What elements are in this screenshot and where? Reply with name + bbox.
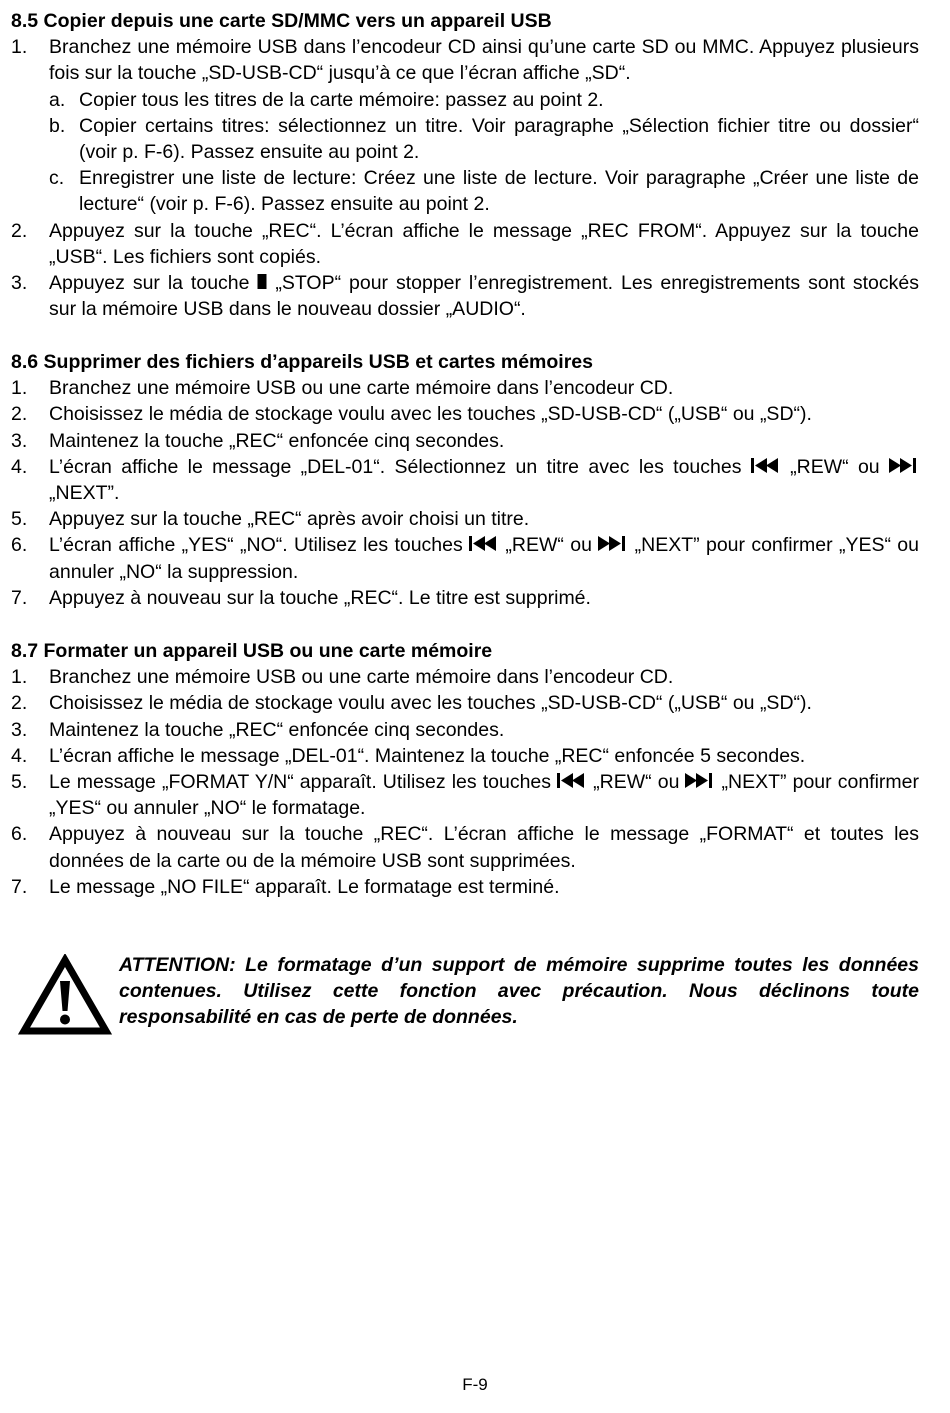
step-number: 3. xyxy=(11,272,28,295)
skip-back-icon xyxy=(751,458,781,473)
step-number: 5. xyxy=(11,508,28,531)
step-number: 4. xyxy=(11,455,28,478)
substep-b xyxy=(49,113,919,165)
section-title: 8.7 Formater un appareil USB ou une carte mémoire xyxy=(11,640,493,662)
step-number: 2. xyxy=(11,219,28,242)
substep-text: Enregistrer une liste de lecture: Créez une liste de lecture. Voir paragraphe „Créer une liste de lecture“ (voir p. F-6). Passez ensuite au point 2. xyxy=(79,167,919,216)
step-text: Appuyez à nouveau sur la touche „REC“. L’écran affiche le message „FORMAT“ et toutes les données de la carte ou de la mémoire USB sont supprimées. xyxy=(49,823,919,872)
substep-letter: b. xyxy=(49,114,66,137)
step-text: Le message „NO FILE“ apparaît. Le formatage est terminé. xyxy=(49,875,560,898)
step-number: 2. xyxy=(11,403,28,426)
step-text: Choisissez le média de stockage voulu avec les touches „SD-USB-CD“ („USB“ ou „SD“). xyxy=(49,692,812,715)
step-5 xyxy=(11,769,919,821)
section-8-5 xyxy=(11,8,919,322)
step-1 xyxy=(11,34,919,217)
substep-letter: a. xyxy=(49,88,66,111)
step-3 xyxy=(11,270,919,322)
page-number: F-9 xyxy=(462,1375,488,1394)
step-number: 1. xyxy=(11,666,28,689)
step-text-pre: L’écran affiche „YES“ „NO“. Utilisez les touches xyxy=(49,534,470,557)
substep-letter: c. xyxy=(49,167,65,190)
step-text-mid: „REW“ ou xyxy=(499,534,599,557)
skip-back-icon xyxy=(469,536,499,551)
step-text-mid: „REW“ ou xyxy=(780,455,889,478)
step-text: Appuyez sur la touche „REC“ après avoir choisi un titre. xyxy=(49,508,530,531)
skip-forward-icon xyxy=(598,536,628,551)
step-text-pre: Appuyez sur la touche xyxy=(49,272,258,295)
step-text: Maintenez la touche „REC“ enfoncée cinq secondes. xyxy=(49,718,505,741)
step-7 xyxy=(11,585,919,611)
step-text: Branchez une mémoire USB ou une carte mémoire dans l’encodeur CD. xyxy=(49,377,674,400)
step-number: 7. xyxy=(11,875,28,898)
step-number: 1. xyxy=(11,36,28,59)
step-text-post: „NEXT”. xyxy=(49,482,120,504)
step-2 xyxy=(11,401,919,427)
step-4 xyxy=(11,454,919,506)
step-text-post: „NEXT” pour confirmer „YES“ ou annuler „NO“ la suppression. xyxy=(49,534,919,583)
step-text-post: „NEXT” pour confirmer „YES“ ou annuler „NO“ le formatage. xyxy=(49,771,919,820)
step-number: 1. xyxy=(11,377,28,400)
skip-forward-icon xyxy=(889,458,919,473)
warning-triangle-icon xyxy=(18,954,112,1036)
step-4 xyxy=(11,743,919,769)
step-text: Appuyez à nouveau sur la touche „REC“. Le titre est supprimé. xyxy=(49,586,591,609)
stop-square-icon xyxy=(257,274,267,289)
substep-a xyxy=(49,87,919,113)
step-text: Maintenez la touche „REC“ enfoncée cinq secondes. xyxy=(49,429,505,452)
step-number: 3. xyxy=(11,718,28,741)
step-text: Branchez une mémoire USB ou une carte mémoire dans l’encodeur CD. xyxy=(49,666,674,689)
substep-text: Copier tous les titres de la carte mémoire: passez au point 2. xyxy=(79,88,604,111)
step-number: 3. xyxy=(11,429,28,452)
section-8-6 xyxy=(11,349,919,611)
warning-text: ATTENTION: Le formatage d’un support de mémoire supprime toutes les données contenues. Utilisez cette fonction avec précaution. Nous déclinons toute responsabilité en cas de perte de données. xyxy=(119,954,919,1029)
step-6 xyxy=(11,532,919,584)
step-6 xyxy=(11,821,919,873)
step-text-pre: L’écran affiche le message „DEL-01“. Sélectionnez un titre avec les touches xyxy=(49,455,751,478)
step-text-post: „STOP“ pour stopper l’enregistrement. Les enregistrements sont stockés sur la mémoire USB dans le nouveau dossier „AUDIO“. xyxy=(49,272,919,321)
warning-note xyxy=(18,952,919,1042)
step-1 xyxy=(11,664,919,690)
substep-c xyxy=(49,165,919,217)
step-5 xyxy=(11,506,919,532)
step-text: L’écran affiche le message „DEL-01“. Maintenez la touche „REC“ enfoncée 5 secondes. xyxy=(49,744,806,767)
step-3 xyxy=(11,717,919,743)
step-number: 5. xyxy=(11,771,28,793)
section-8-7 xyxy=(11,638,919,900)
substep-text: Copier certains titres: sélectionnez un titre. Voir paragraphe „Sélection fichier titre ou dossier“ (voir p. F-6). Passez ensuite au point 2. xyxy=(79,114,919,163)
step-text-pre: Le message „FORMAT Y/N“ apparaît. Utilisez les touches xyxy=(49,771,558,793)
step-number: 4. xyxy=(11,744,28,767)
step-2 xyxy=(11,218,919,270)
step-2 xyxy=(11,690,919,716)
step-text: Choisissez le média de stockage voulu avec les touches „SD-USB-CD“ („USB“ ou „SD“). xyxy=(49,403,812,426)
skip-forward-icon xyxy=(685,773,715,788)
step-number: 2. xyxy=(11,692,28,715)
skip-back-icon xyxy=(557,773,587,788)
step-1 xyxy=(11,375,919,401)
step-number: 6. xyxy=(11,534,28,557)
step-number: 6. xyxy=(11,823,28,846)
step-text: Branchez une mémoire USB dans l’encodeur CD ainsi qu’une carte SD ou MMC. Appuyez plusieurs fois sur la touche „SD-USB-CD“ jusqu’à ce que l’écran affiche „SD“. xyxy=(49,36,919,85)
section-title: 8.6 Supprimer des fichiers d’appareils USB et cartes mémoires xyxy=(11,351,593,373)
step-3 xyxy=(11,428,919,454)
step-7 xyxy=(11,874,919,900)
step-number: 7. xyxy=(11,586,28,609)
step-text: Appuyez sur la touche „REC“. L’écran affiche le message „REC FROM“. Appuyez sur la touche „USB“. Les fichiers sont copiés. xyxy=(49,219,919,268)
section-title: 8.5 Copier depuis une carte SD/MMC vers un appareil USB xyxy=(11,10,552,32)
step-text-mid: „REW“ ou xyxy=(587,771,686,793)
